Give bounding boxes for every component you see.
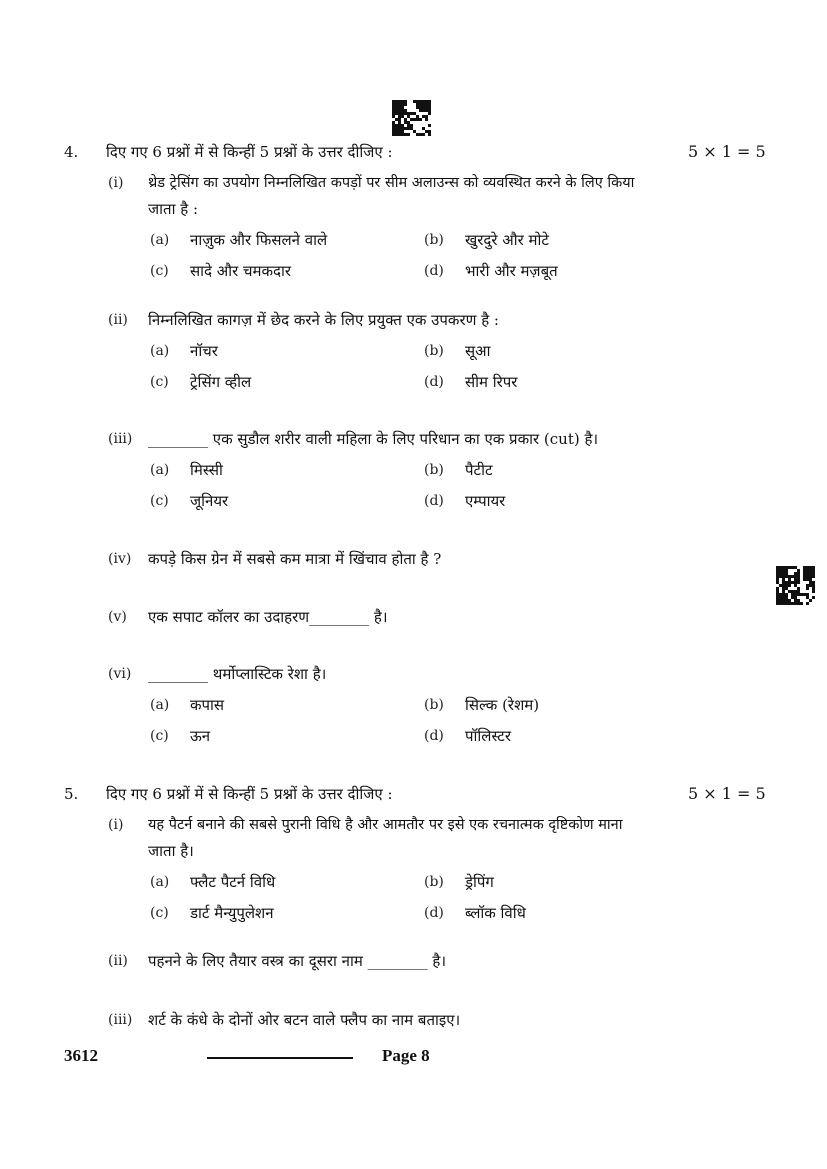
item-text: जाता है : <box>148 200 199 218</box>
question-instruction: दिए गए 6 प्रश्नों में से किन्हीं 5 प्रश्नों के उत्तर दीजिए : <box>106 785 393 803</box>
option-label: (a) <box>150 343 170 359</box>
option-text: जूनियर <box>190 492 229 510</box>
item-number: (iii) <box>108 431 133 447</box>
item-text: ________ एक सुडौल शरीर वाली महिला के लिए परिधान का एक प्रकार (cut) है। <box>148 430 599 448</box>
item-text: कपड़े किस ग्रेन में सबसे कम मात्रा में खिंचाव होता है ? <box>148 550 442 568</box>
option-label: (c) <box>150 905 169 921</box>
option-label: (a) <box>150 697 170 713</box>
item-number: (iv) <box>108 551 132 567</box>
option-label: (a) <box>150 462 170 478</box>
option-label: (c) <box>150 263 169 279</box>
item-text: थ्रेड ट्रेसिंग का उपयोग निम्नलिखित कपड़ों पर सीम अलाउन्स को व्यवस्थित करने के लिए किया <box>148 175 635 191</box>
option-text: सादे और चमकदार <box>190 262 292 280</box>
item-number: (vi) <box>108 666 132 682</box>
option-label: (d) <box>424 905 444 921</box>
option-label: (b) <box>424 874 444 890</box>
item-text: शर्ट के कंधे के दोनों ओर बटन वाले फ्लैप का नाम बताइए। <box>148 1011 461 1029</box>
item-text: जाता है। <box>148 842 194 860</box>
option-text: एम्पायर <box>465 492 506 510</box>
option-label: (b) <box>424 462 444 478</box>
option-label: (b) <box>424 232 444 248</box>
footer-divider <box>207 1057 353 1059</box>
option-text: पैटीट <box>465 461 493 479</box>
item-number: (i) <box>108 817 124 833</box>
option-text: नाज़ुक और फिसलने वाले <box>190 231 328 249</box>
option-text: भारी और मज़बूत <box>465 262 558 280</box>
option-text: खुरदुरे और मोटे <box>465 231 549 249</box>
option-label: (c) <box>150 493 169 509</box>
option-text: पॉलिस्टर <box>465 727 511 745</box>
question-instruction: दिए गए 6 प्रश्नों में से किन्हीं 5 प्रश्नों के उत्तर दीजिए : <box>106 143 393 161</box>
page-number: Page 8 <box>382 1046 430 1065</box>
item-text: एक सपाट कॉलर का उदाहरण________ है। <box>148 608 388 626</box>
item-number: (ii) <box>108 312 128 328</box>
qr-module <box>428 133 431 136</box>
option-label: (b) <box>424 697 444 713</box>
option-text: नॉचर <box>190 342 218 360</box>
option-label: (c) <box>150 728 169 744</box>
option-text: सिल्क (रेशम) <box>465 696 540 714</box>
question-marks: 5 × 1 = 5 <box>688 784 766 803</box>
option-text: ट्रेसिंग व्हील <box>190 373 252 391</box>
option-label: (a) <box>150 874 170 890</box>
item-text: पहनने के लिए तैयार वस्त्र का दूसरा नाम ________ है। <box>148 952 447 970</box>
option-text: फ्लैट पैटर्न विधि <box>190 873 276 891</box>
option-label: (b) <box>424 343 444 359</box>
option-text: मिस्सी <box>190 461 223 479</box>
option-text: सीम रिपर <box>465 373 518 391</box>
item-number: (i) <box>108 175 124 191</box>
question-marks: 5 × 1 = 5 <box>688 142 766 161</box>
question-number: 5. <box>64 785 79 803</box>
question-number: 4. <box>64 143 79 161</box>
option-text: ऊन <box>190 727 211 745</box>
option-text: ब्लॉक विधि <box>465 904 526 922</box>
qr-code-icon <box>392 100 431 136</box>
item-number: (iii) <box>108 1012 133 1028</box>
qr-module <box>812 602 815 605</box>
item-text: निम्नलिखित कागज़ में छेद करने के लिए प्रयुक्त एक उपकरण है : <box>148 311 499 329</box>
item-text: ________ थर्मोप्लास्टिक रेशा है। <box>148 665 327 683</box>
option-text: डार्ट मैन्युपुलेशन <box>190 904 274 922</box>
option-text: कपास <box>190 696 225 714</box>
item-number: (v) <box>108 609 127 625</box>
paper-code: 3612 <box>64 1046 98 1065</box>
option-label: (d) <box>424 493 444 509</box>
option-text: सूआ <box>465 342 491 360</box>
option-label: (a) <box>150 232 170 248</box>
option-label: (d) <box>424 263 444 279</box>
item-number: (ii) <box>108 953 128 969</box>
option-text: ड्रेपिंग <box>465 873 494 891</box>
item-text: यह पैटर्न बनाने की सबसे पुरानी विधि है और आमतौर पर इसे एक रचनात्मक दृष्टिकोण माना <box>148 817 623 833</box>
option-label: (d) <box>424 374 444 390</box>
option-label: (c) <box>150 374 169 390</box>
qr-code-icon <box>776 566 815 605</box>
option-label: (d) <box>424 728 444 744</box>
